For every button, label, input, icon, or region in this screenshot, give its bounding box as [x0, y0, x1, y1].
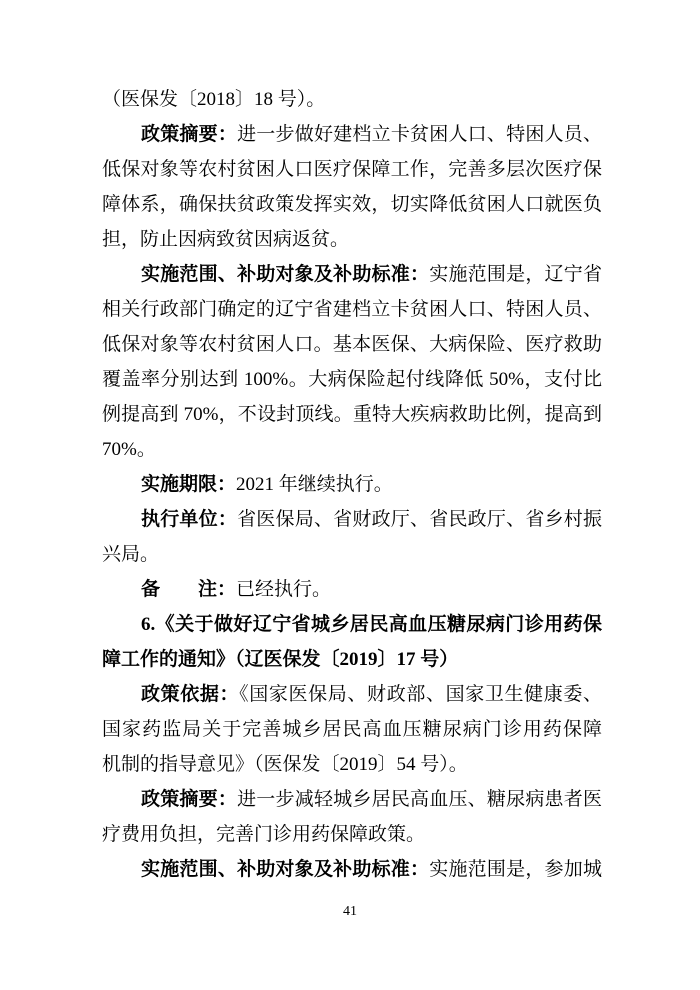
policy-summary-line-2: 政策摘要：进一步减轻城乡居民高血压、糖尿病患者医 [141, 789, 602, 810]
text-line: 国家药监局关于完善城乡居民高血压糖尿病门诊用药保障 [102, 719, 602, 740]
text-line: 低保对象等农村贫困人口。基本医保、大病保险、医疗救助 [102, 334, 602, 355]
implementation-period-line: 实施期限：2021 年继续执行。 [141, 474, 393, 495]
text-line: 相关行政部门确定的辽宁省建档立卡贫困人口、特困人员、 [102, 299, 602, 320]
scope-standard-label-2: 实施范围、补助对象及补助标准： [141, 859, 430, 880]
implementation-period-label: 实施期限： [141, 474, 237, 495]
remark-line: 备 注：已经执行。 [141, 579, 332, 600]
executing-unit-label: 执行单位： [141, 509, 238, 530]
executing-unit-line: 执行单位：省医保局、省财政厅、省民政厅、省乡村振 [141, 509, 602, 530]
text-line: 障体系，确保扶贫政策发挥实效，切实降低贫困人口就医负 [102, 194, 602, 215]
scope-standard-label: 实施范围、补助对象及补助标准： [141, 264, 430, 285]
remark-label: 备 注： [141, 579, 237, 600]
section-6-title-line-2: 障工作的通知》（辽医保发〔2019〕17 号） [102, 649, 459, 670]
text-line: 机制的指导意见》（医保发〔2019〕54 号）。 [102, 754, 468, 775]
policy-basis-line: 政策依据：《国家医保局、财政部、国家卫生健康委、 [141, 684, 602, 705]
page-number: 41 [343, 904, 357, 919]
scope-standard-line: 实施范围、补助对象及补助标准：实施范围是，辽宁省 [141, 264, 602, 285]
text-line: 覆盖率分别达到 100%。大病保险起付线降低 50%，支付比 [102, 369, 602, 390]
scope-standard-line-2: 实施范围、补助对象及补助标准：实施范围是，参加城 [141, 859, 602, 880]
text-line: 疗费用负担，完善门诊用药保障政策。 [102, 824, 426, 845]
text-line: 低保对象等农村贫困人口医疗保障工作，完善多层次医疗保 [102, 159, 602, 180]
text-line: 70%。 [102, 439, 156, 460]
text-line: 例提高到 70%，不设封顶线。重特大疾病救助比例，提高到 [102, 404, 602, 425]
policy-summary-line: 政策摘要：进一步做好建档立卡贫困人口、特困人员、 [141, 124, 602, 145]
section-6-title-line: 6.《关于做好辽宁省城乡居民高血压糖尿病门诊用药保 [141, 614, 602, 635]
page-content [102, 82, 602, 887]
policy-basis-label: 政策依据： [141, 684, 240, 705]
policy-summary-label-2: 政策摘要： [141, 789, 238, 810]
text-line: 担，防止因病致贫因病返贫。 [102, 229, 350, 250]
text-line: 兴局。 [102, 544, 160, 565]
doc-number-line: （医保发〔2018〕18 号）。 [102, 89, 326, 110]
policy-summary-label: 政策摘要： [141, 124, 238, 145]
